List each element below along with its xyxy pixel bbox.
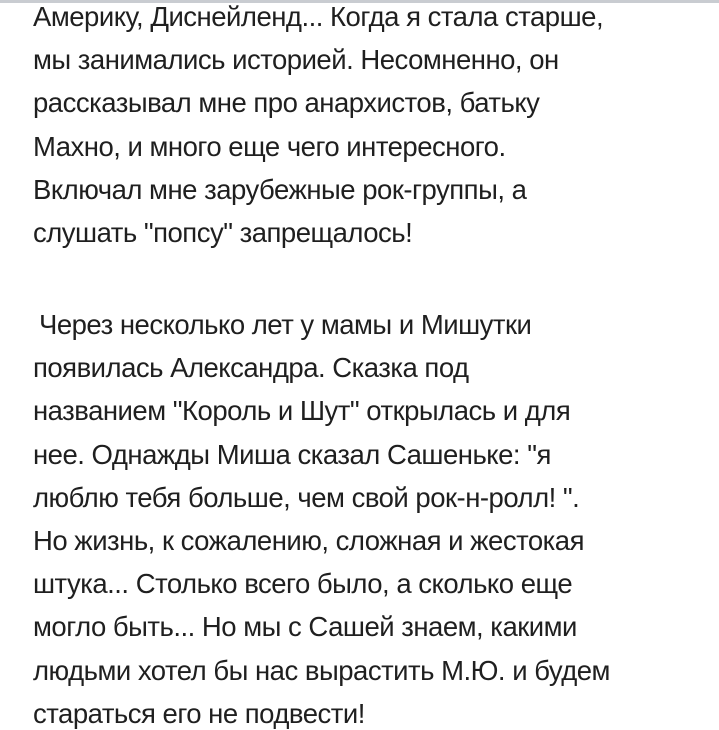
- text-line: Через несколько лет у мамы и Мишутки: [39, 309, 532, 340]
- text-line: могло быть... Но мы с Сашей знаем, какими: [33, 611, 577, 643]
- text-line: рассказывал мне про анархистов, батьку: [33, 87, 540, 119]
- paragraph-2: [33, 303, 610, 730]
- text-line: нее. Однажды Миша сказал Сашеньке: "я: [33, 438, 551, 470]
- text-line: появилась Александра. Сказка под: [33, 352, 469, 384]
- text-line: людьми хотел бы нас вырастить М.Ю. и будем: [33, 654, 610, 686]
- text-line: Но жизнь, к сожалению, сложная и жестокая: [33, 524, 584, 556]
- text-line: названием "Король и Шут" открылась и для: [33, 395, 571, 427]
- text-line: слушать "попсу" запрещалось!: [33, 216, 413, 248]
- text-line: мы занимались историей. Несомненно, он: [33, 44, 559, 76]
- paragraph-1: [33, 0, 603, 254]
- text-line: стараться его не подвести!: [33, 697, 365, 729]
- text-line: люблю тебя больше, чем свой рок-н-ролл! ".: [33, 481, 580, 513]
- text-line: Америку, Диснейленд... Когда я стала старше,: [33, 1, 604, 32]
- text-line: штука... Столько всего было, а сколько еще: [33, 568, 573, 600]
- text-line: Махно, и много еще чего интересного.: [33, 130, 506, 162]
- text-line: Включал мне зарубежные рок-группы, а: [33, 173, 527, 205]
